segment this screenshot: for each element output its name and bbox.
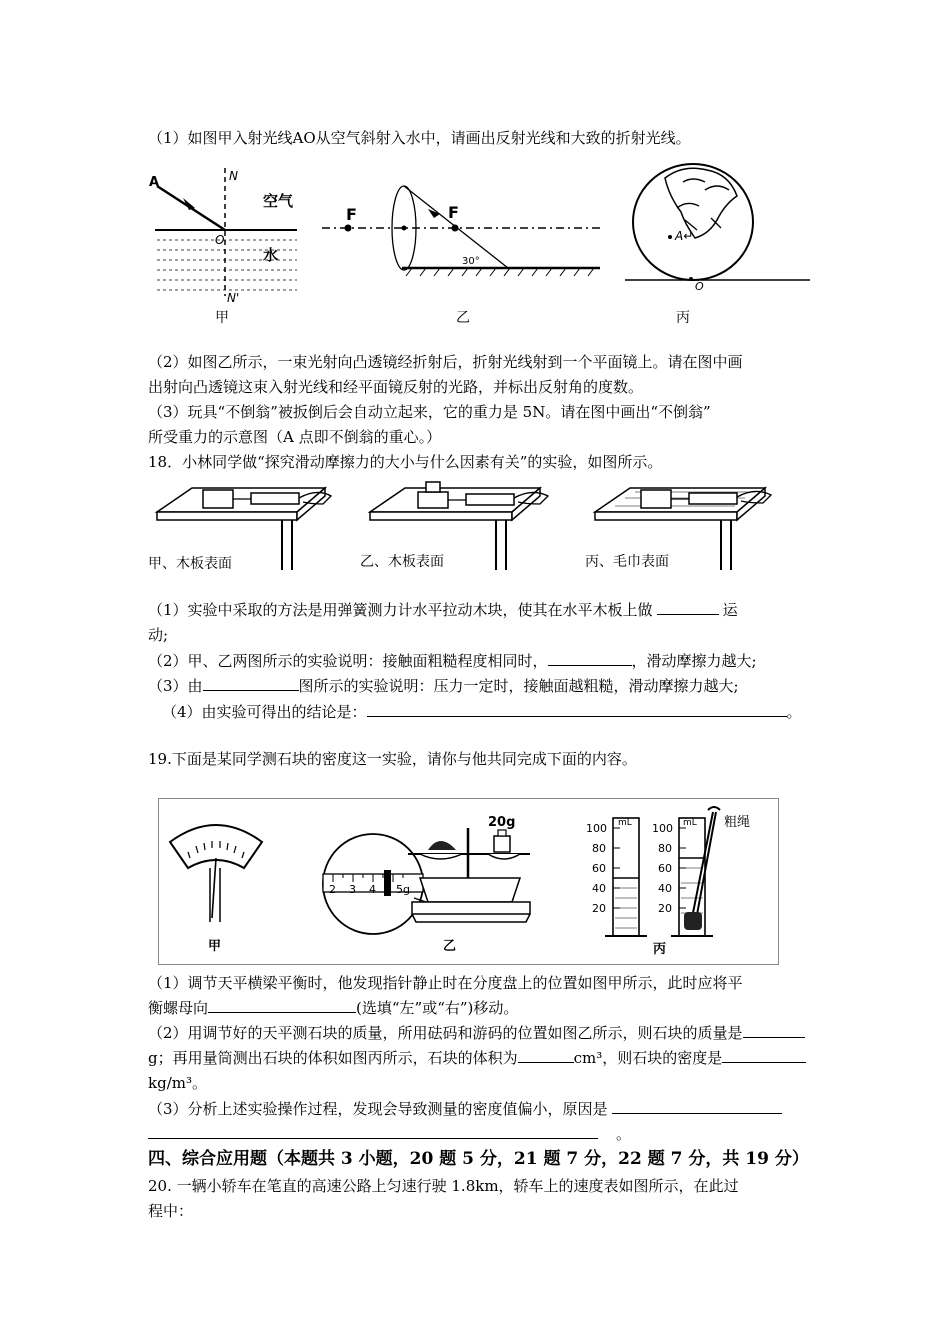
q17-part3-line2: 所受重力的示意图（A 点即不倒翁的重心。） [148,428,442,446]
blank-reason-cont[interactable] [148,1124,598,1139]
caption-yi: 乙 [456,310,470,326]
label-A: A↵ [675,229,694,243]
q17-part3-line1: （3）玩具“不倒翁”被扳倒后会自动立起来，它的重力是 5N。请在图中画出“不倒翁” [148,403,711,421]
cyl1-tick-100: 100 [586,822,607,835]
label-O: O [215,233,225,247]
q19-s1-line1: （1）调节天平横梁平衡时，他发现指针静止时在分度盘上的位置如图甲所示，此时应将平 [148,974,743,992]
blank-direction[interactable] [208,998,356,1013]
cyl1-unit: mL [618,818,632,828]
caption-table-yi: 乙、木板表面 [360,554,444,570]
caption-table-jia: 甲、木板表面 [148,556,232,572]
q19-s1-line2: 衡螺母向 (选填“左”或“右”)移动。 [148,999,519,1017]
q20-line1: 20. 一辆小轿车在笔直的高速公路上匀速行驶 1.8km，轿车上的速度表如图所示，在此过 [148,1177,739,1195]
q19-title: 19.下面是某同学测石块的密度这一实验，请你与他共同完成下面的内容。 [148,750,637,768]
q17-part2-line1: （2）如图乙所示，一束光射向凸透镜经折射后，折射光线射到一个平面镜上。请在图中画 [148,353,743,371]
cyl2-tick-80: 80 [658,842,672,855]
q19-s3-line2: 。 [148,1124,631,1144]
label-water: 水 [263,246,279,264]
q18-title: 18．小林同学做“探究滑动摩擦力的大小与什么因素有关”的实验，如图所示。 [148,453,663,471]
ruler-tick-5g: 5g [396,883,410,896]
caption-jia: 甲 [215,310,229,326]
q19-s2-line1: （2）用调节好的天平测石块的质量，所用砝码和游码的位置如图乙所示，则石块的质量是 [148,1023,805,1043]
cyl1-tick-60: 60 [592,862,606,875]
figure-yi-lens-mirror [322,180,607,295]
caption-bing: 丙 [676,310,690,326]
label-N: N [229,169,238,183]
caption-jia: 甲 [208,939,222,954]
q18-s4: （4）由实验可得出的结论是： 。 [162,703,802,721]
figure-jia-refraction [145,168,305,303]
caption-table-bing: 丙、毛巾表面 [585,554,669,570]
ruler-tick-3: 3 [349,883,356,896]
blank-mass[interactable] [743,1023,805,1038]
q19-s3-line1: （3）分析上述实验操作过程，发现会导致测量的密度值偏小，原因是 [148,1099,782,1119]
q18-s2: （2）甲、乙两图所示的实验说明：接触面粗糙程度相同时， ，滑动摩擦力越大; [148,652,757,670]
q18-s1-line1: （1）实验中采取的方法是用弹簧测力计水平拉动木块，使其在水平木板上做 运 [148,601,738,619]
figure-bing-tumbler [625,160,810,293]
label-N-prime: N' [227,291,240,305]
cyl2-tick-40: 40 [658,882,672,895]
section4-heading: 四、综合应用题（本题共 3 小题，20 题 5 分，21 题 7 分，22 题 7 分，共 19 分） [148,1149,809,1169]
caption-yi: 乙 [443,939,457,954]
q17-part1: （1）如图甲入射光线AO从空气斜射入水中，请画出反射光线和大致的折射光线。 [148,129,691,147]
blank-volume[interactable] [518,1048,574,1063]
ruler-tick-4: 4 [369,883,376,896]
cyl2-tick-100: 100 [652,822,673,835]
cyl2-unit: mL [683,818,697,828]
q19-s2-line3: kg/m³。 [148,1074,207,1092]
blank-figures[interactable] [203,676,299,691]
q20-line2: 程中： [148,1202,194,1220]
label-F-right: F [448,203,459,222]
cyl2-tick-60: 60 [658,862,672,875]
blank-reason[interactable] [612,1099,782,1114]
weight-label: 20g [488,815,516,830]
ruler-tick-2: 2 [329,883,336,896]
blank-density[interactable] [722,1048,806,1063]
label-F-left: F [346,205,357,224]
blank-conclusion[interactable] [367,702,787,717]
q17-part2-line2: 出射向凸透镜这束入射光线和经平面镜反射的光路，并标出反射角的度数。 [148,378,644,396]
label-O: O [695,280,704,293]
q19-s2-line2: g；再用量筒测出石块的体积如图丙所示，石块的体积为 cm³，则石块的密度是 [148,1048,806,1068]
q18-s3: （3）由 图所示的实验说明：压力一定时，接触面越粗糙，滑动摩擦力越大; [148,677,739,695]
rope-label: 粗绳 [724,815,751,830]
cyl1-tick-80: 80 [592,842,606,855]
figure-q19-balance-cylinder [158,798,780,966]
cyl1-tick-40: 40 [592,882,606,895]
blank-pressure[interactable] [548,651,632,666]
label-air: 空气 [263,192,294,210]
caption-bing: 丙 [653,942,667,957]
label-A: A [149,175,160,190]
q18-s1-line2: 动; [148,626,169,644]
blank-motion[interactable] [657,600,719,615]
label-angle: 30° [462,256,480,267]
cyl2-tick-20: 20 [658,902,672,915]
cyl1-tick-20: 20 [592,902,606,915]
